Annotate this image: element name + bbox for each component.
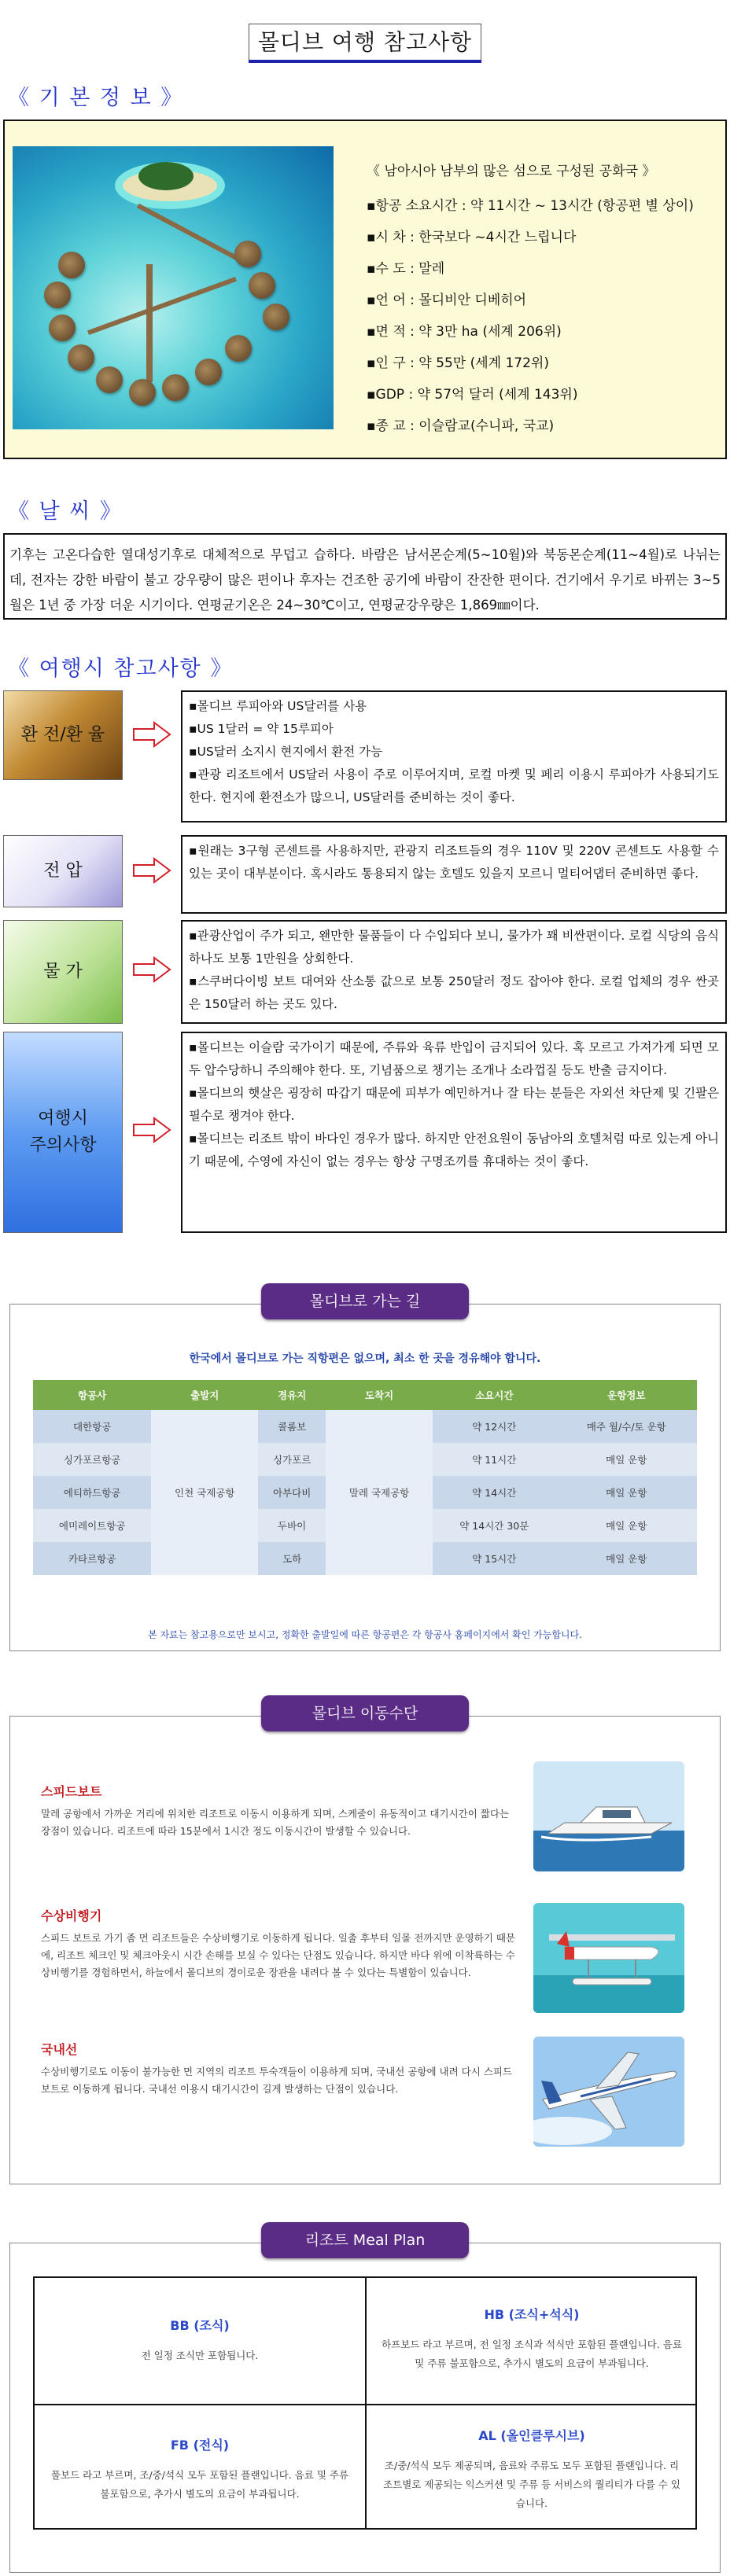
- meal-plan-title: AL (올인클루시브): [478, 2428, 585, 2443]
- tip-text-voltage: ▪원래는 3구형 콘센트를 사용하지만, 관광지 리조트들의 경우 110V 및 220V 콘센트도 사용할 수 있는 곳이 대부분이다. 혹시라도 통용되지 않는 호텔도 있을지 모르니 멀티어댑터 준비하면 좋다.: [181, 835, 727, 914]
- table-cell: 도하: [258, 1542, 326, 1575]
- route-note: 본 자료는 참고용으로만 보시고, 정확한 출발일에 따른 항공편은 각 항공사 홈페이지에서 확인 가능합니다.: [148, 1629, 582, 1640]
- meal-plan-al: [367, 2405, 697, 2531]
- table-cell: 약 11시간: [433, 1443, 556, 1476]
- section-heading-tips: 《 여행시 참고사항 》: [8, 657, 234, 681]
- info-item: ▪GDP : 약 57억 달러 (세계 143위): [367, 387, 578, 403]
- route-heading: 몰디브로 가는 길: [261, 1283, 469, 1319]
- table-header: 도착지: [326, 1380, 433, 1410]
- table-header: 항공사: [33, 1380, 151, 1410]
- table-cell: 매일 운항: [556, 1542, 697, 1575]
- table-cell: 콜롬보: [258, 1410, 326, 1443]
- transport-desc-speedboat: 말레 공항에서 가까운 거리에 위치한 리조트로 이동시 이용하게 되며, 스케줄이 유동적이고 대기시간이 짧다는 장점이 있습니다. 리조트에 따라 15분에서 1시간 정도 이동시간이 발생할 수 있습니다.: [41, 1808, 510, 1837]
- tip-label-prices: 물 가: [3, 920, 123, 1024]
- arrow-right-icon: [132, 956, 171, 983]
- tip-label-exchange: 환 전/환 율: [3, 690, 123, 780]
- route-intro: 한국에서 몰디브로 가는 직항편은 없으며, 최소 한 곳을 경유해야 합니다.: [189, 1352, 541, 1365]
- transport-heading: 몰디브 이동수단: [261, 1695, 469, 1731]
- table-cell: 싱가포르항공: [33, 1443, 151, 1476]
- meal-plan-grid: [33, 2276, 697, 2530]
- speedboat-image: [533, 1761, 684, 1871]
- table-cell: 매일 운항: [556, 1443, 697, 1476]
- info-item: ▪수 도 : 말레: [367, 261, 445, 277]
- transport-desc-domestic: 수상비행기로도 이동이 불가능한 먼 지역의 리조트 투숙객들이 이용하게 되며, 국내선 공항에 내려 다시 스피드보트로 이동하게 됩니다. 국내선 이용시 대기시간이 길게 발생하는 단점이 있습니다.: [41, 2066, 513, 2095]
- table-cell: 인천 국제공항: [151, 1410, 258, 1575]
- section-heading-basic: 《 기 본 정 보 》: [8, 86, 184, 110]
- table-cell: 매일 운항: [556, 1476, 697, 1509]
- table-cell: 두바이: [258, 1509, 326, 1542]
- table-header: 출발지: [151, 1380, 258, 1410]
- arrow-right-icon: [132, 1117, 171, 1143]
- meal-plan-bb: [35, 2278, 365, 2404]
- table-cell: 아부다비: [258, 1476, 326, 1509]
- info-item: ▪시 차 : 한국보다 ~4시간 느립니다: [367, 230, 577, 245]
- tip-text-prices: ▪관광산업이 주가 되고, 왠만한 물품들이 다 수입되다 보니, 물가가 꽤 비싼편이다. 로컬 식당의 음식 하나도 보통 1만원을 상회한다. ▪스쿠버다이빙 보트 대여와 산소통 값으로 보통 250달러 정도 잡아야 한다. 로컬 업체의 경우 싼곳은 150달러 하는 곳도 있다.: [181, 920, 727, 1024]
- route-table: [33, 1380, 697, 1575]
- info-item: ▪면 적 : 약 3만 ha (세계 206위): [367, 324, 562, 340]
- basic-info-box: [3, 120, 727, 459]
- meal-plan-title: HB (조식+석식): [484, 2307, 580, 2322]
- basic-info-list: [367, 156, 721, 442]
- meal-plan-hb: [367, 2278, 697, 2404]
- transport-title-seaplane: 수상비행기: [41, 1908, 102, 1923]
- weather-text: 기후는 고온다습한 열대성기후로 대체적으로 무덥고 습하다. 바람은 남서몬순계(5~10월)와 북동몬순계(11~4월)로 나뉘는데, 전자는 강한 바람이 불고 강우량이 많은 편이나 후자는 건조한 공기에 바람이 잔잔한 편이다. 건기에서 우기로 바뀌는 3~5월은 1년 중 가장 더운 시기이다. 연평균기온은 24~30℃이고, 연평균강우량은 1,869㎜이다.: [3, 533, 727, 620]
- tip-text-caution: ▪몰디브는 이슬람 국가이기 때문에, 주류와 육류 반입이 금지되어 있다. 혹 모르고 가져가게 되면 모두 압수당하니 주의해야 한다. 또, 기념품으로 챙기는 조개나 소라껍질 등도 반출 금지이다. ▪몰디브의 햇살은 굉장히 따갑기 때문에 피부가 예민하거나 잘 타는 분들은 자외선 차단제 및 긴팔은 필수로 챙겨야 한다. ▪몰디브는 리조트 밖이 바다인 경우가 많다. 하지만 안전요원이 동남아의 호텔처럼 따로 있는게 아니기 때문에, 수영에 자신이 없는 경우는 항상 구명조끼를 휴대하는 것이 좋다.: [181, 1032, 727, 1233]
- table-cell: 에미레이트항공: [33, 1509, 151, 1542]
- meal-plan-desc: 조/중/석식 모두 제공되며, 음료와 주류도 모두 포함된 플랜입니다. 리조트별로 제공되는 익스커션 및 주류 등 서비스의 퀄리티가 다를 수 있습니다.: [383, 2460, 680, 2509]
- table-row: [33, 1410, 697, 1443]
- meal-plan-desc: 풀보드 라고 부르며, 조/중/석식 모두 포함된 플랜입니다. 음료 및 주류 불포함으로, 추가시 별도의 요금이 부과됩니다.: [50, 2469, 349, 2500]
- seaplane-image: [533, 1903, 684, 2013]
- resort-island-image: [13, 146, 334, 429]
- info-item: ▪언 어 : 몰디비안 디베히어: [367, 293, 527, 308]
- airplane-image: [533, 2037, 684, 2147]
- table-header: 운항정보: [556, 1380, 697, 1410]
- table-cell: 매주 월/수/토 운항: [556, 1410, 697, 1443]
- meal-plan-title: FB (전식): [170, 2438, 230, 2453]
- table-cell: 약 14시간: [433, 1476, 556, 1509]
- table-cell: 말레 국제공항: [326, 1410, 433, 1575]
- transport-title-domestic: 국내선: [41, 2042, 78, 2057]
- page-title: 몰디브 여행 참고사항: [249, 24, 481, 63]
- meal-plan-title: BB (조식): [170, 2318, 230, 2333]
- table-cell: 약 15시간: [433, 1542, 556, 1575]
- table-cell: 약 12시간: [433, 1410, 556, 1443]
- table-cell: 약 14시간 30분: [433, 1509, 556, 1542]
- info-item: ▪항공 소요시간 : 약 11시간 ~ 13시간 (항공편 별 상이): [367, 198, 694, 214]
- meal-heading: 리조트 Meal Plan: [261, 2222, 469, 2258]
- table-header: 경유지: [258, 1380, 326, 1410]
- table-header: 소요시간: [433, 1380, 556, 1410]
- info-item: ▪인 구 : 약 55만 (세계 172위): [367, 355, 549, 371]
- arrow-right-icon: [132, 857, 171, 884]
- tip-text-exchange: ▪몰디브 루피아와 US달러를 사용 ▪US 1달러 = 약 15루피아 ▪US달러 소지시 현지에서 환전 가능 ▪관광 리조트에서 US달러 사용이 주로 이루어지며, 로컬 마켓 및 페리 이용시 루피아가 사용되기도 한다. 현지에 환전소가 많으니, US달러를 준비하는 것이 좋다.: [181, 690, 727, 822]
- transport-desc-seaplane: 스피드 보트로 가기 좀 먼 리조트들은 수상비행기로 이동하게 됩니다. 일출 후부터 일몰 전까지만 운영하기 때문에, 리조트 체크인 및 체크아웃시 시간 손해를 보실 수 있다는 단점도 있습니다. 하지만 바다 위에 이착륙하는 수상비행기를 경험하면서, 하늘에서 몰디브의 경이로운 장관을 내려다 볼 수 있다는 특별함이 있습니다.: [41, 1932, 515, 1978]
- title-underline: [249, 60, 481, 63]
- info-item: ▪종 교 : 이슬람교(수니파, 국교): [367, 418, 555, 434]
- table-cell: 카타르항공: [33, 1542, 151, 1575]
- transport-title-speedboat: 스피드보트: [41, 1784, 102, 1799]
- table-cell: 매일 운항: [556, 1509, 697, 1542]
- tip-label-caution: 여행시 주의사항: [3, 1032, 123, 1233]
- section-heading-weather: 《 날 씨 》: [8, 499, 123, 524]
- table-cell: 에티하드항공: [33, 1476, 151, 1509]
- tip-label-voltage: 전 압: [3, 835, 123, 907]
- meal-plan-fb: [35, 2405, 365, 2531]
- table-cell: 대한항공: [33, 1410, 151, 1443]
- meal-plan-desc: 전 일정 조식만 포함됩니다.: [141, 2350, 259, 2361]
- meal-plan-desc: 하프보드 라고 부르며, 전 일정 조식과 석식만 포함된 플랜입니다. 음료 및 주류 불포함으로, 추가시 별도의 요금이 부과됩니다.: [382, 2339, 682, 2369]
- arrow-right-icon: [132, 721, 171, 748]
- info-tagline: 《 남아시아 남부의 많은 섬으로 구성된 공화국 》: [367, 164, 656, 179]
- table-cell: 싱가포르: [258, 1443, 326, 1476]
